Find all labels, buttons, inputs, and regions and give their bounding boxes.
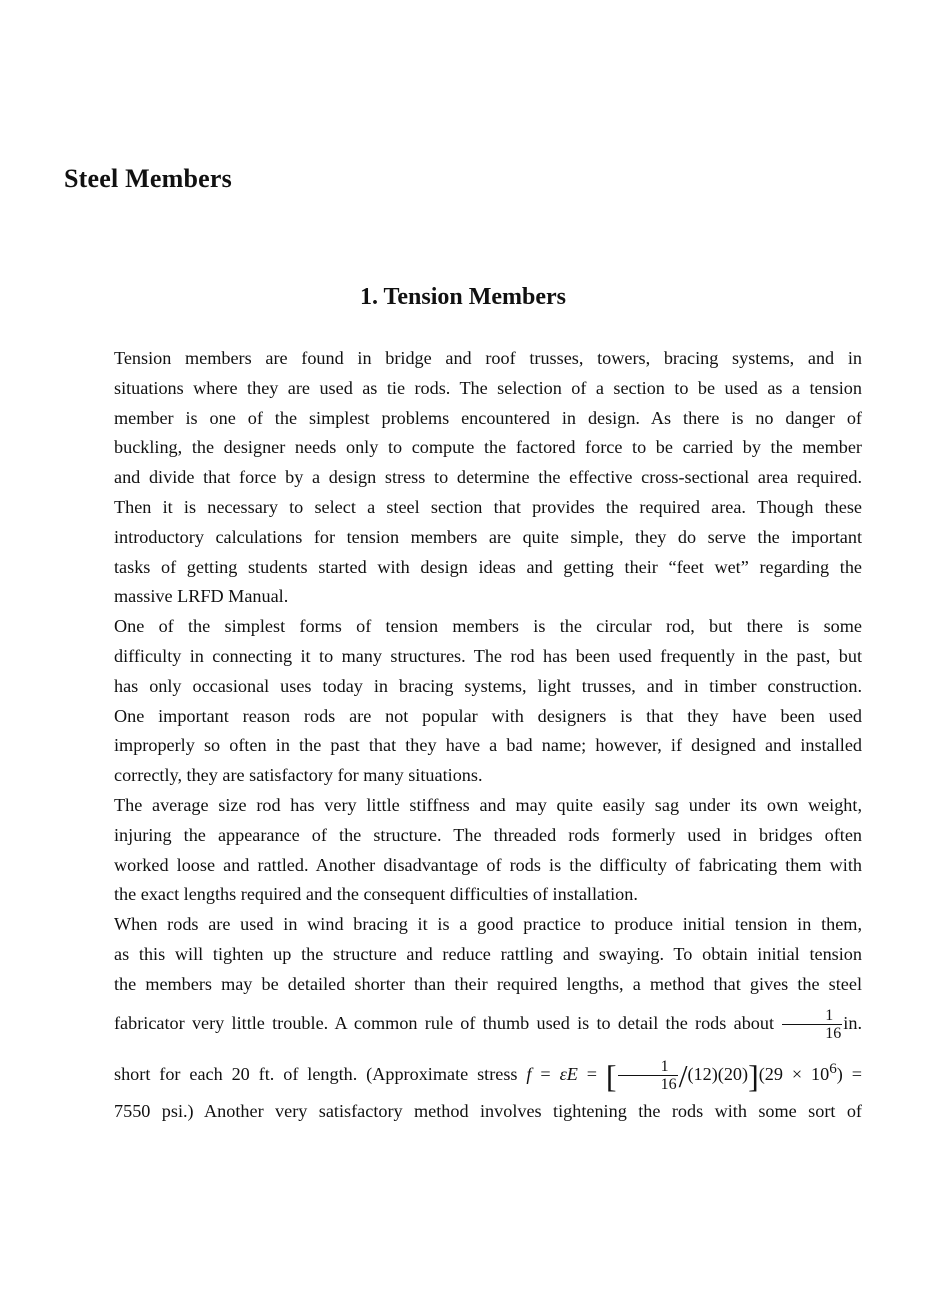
text-line: worked loose and rattled. Another disadvantage of rods is the difficulty of fabricating them with	[114, 854, 862, 875]
fraction	[618, 1058, 678, 1093]
eq-equals: =	[540, 1063, 551, 1084]
body-text	[72, 344, 862, 1126]
eq-left-bracket: [	[605, 1057, 617, 1094]
line-text: short for each 20 ft. of length. (Approximate stress	[114, 1063, 518, 1084]
eq-slash: /	[678, 1057, 688, 1094]
eq-exponent: 6	[829, 1059, 837, 1077]
paragraph-1	[72, 344, 862, 612]
fraction-numerator: 1	[782, 1007, 842, 1025]
text-line: When rods are used in wind bracing it is a good practice to produce initial tension in them,	[114, 914, 862, 935]
text-line: as this will tighten up the structure and reduce rattling and swaying. To obtain initial tension	[114, 943, 862, 964]
paragraph-2	[72, 612, 862, 791]
text-line: buckling, the designer needs only to compute the factored force to be carried by the member	[114, 437, 862, 458]
text-line: improperly so often in the past that they have a bad name; however, if designed and installed	[114, 735, 862, 756]
text-line: situations where they are used as tie rods. The selection of a section to be used as a tension	[114, 377, 862, 398]
text-line-with-fraction	[72, 1000, 862, 1046]
text-line: the members may be detailed shorter than their required lengths, a method that gives the steel	[114, 973, 862, 994]
unit-text: in.	[843, 1012, 862, 1033]
text-line: massive LRFD Manual.	[114, 586, 289, 607]
text-line: correctly, they are satisfactory for many situations.	[114, 765, 483, 786]
fraction-denominator: 16	[825, 1024, 842, 1042]
part-title: Steel Members	[64, 164, 232, 193]
text-line: 7550 psi.) Another very satisfactory method involves tightening the rods with some sort of	[114, 1100, 862, 1121]
text-line: member is one of the simplest problems encountered in design. As there is no danger of	[114, 407, 862, 428]
eq-right-bracket: ]	[748, 1057, 759, 1094]
fraction	[782, 1007, 842, 1042]
paragraph-4	[72, 910, 862, 1126]
text-line: introductory calculations for tension members are quite simple, they do serve the important	[114, 526, 862, 547]
eq-strain-modulus: εE	[559, 1063, 578, 1084]
text-line: Tension members are found in bridge and roof trusses, towers, bracing systems, and in	[114, 348, 862, 368]
eq-stress-symbol: f	[526, 1063, 532, 1084]
text-line: One important reason rods are not popular with designers is that they have been used	[114, 705, 862, 726]
fraction-numerator: 1	[618, 1058, 678, 1076]
text-line: One of the simplest forms of tension members is the circular rod, but there is some	[114, 616, 862, 637]
text-line: injuring the appearance of the structure. The threaded rods formerly used in bridges often	[114, 824, 862, 845]
text-line: The average size rod has very little stiffness and may quite easily sag under its own weight,	[114, 794, 862, 815]
eq-modulus-close: ) =	[836, 1063, 863, 1084]
text-line: and divide that force by a design stress to determine the effective cross-sectional area required.	[114, 467, 862, 488]
text-line: Then it is necessary to select a steel section that provides the required area. Though these	[114, 496, 862, 517]
text-line-with-equation	[72, 1046, 862, 1097]
line-text: fabricator very little trouble. A common rule of thumb used is to detail the rods about	[114, 1012, 775, 1033]
text-line: difficulty in connecting it to many structures. The rod has been used frequently in the past, but	[114, 645, 862, 666]
text-line: has only occasional uses today in bracing systems, light trusses, and in timber construction.	[114, 675, 862, 696]
eq-product: (12)(20)	[687, 1063, 749, 1084]
text-line: the exact lengths required and the consequent difficulties of installation.	[114, 884, 638, 905]
eq-equals: =	[586, 1063, 598, 1084]
fraction-denominator: 16	[660, 1075, 677, 1093]
eq-modulus: (29 × 10	[758, 1063, 830, 1084]
chapter-title: 1. Tension Members	[359, 284, 566, 310]
text-line: tasks of getting students started with design ideas and getting their “feet wet” regarding the	[114, 556, 862, 577]
paragraph-3	[72, 791, 862, 910]
